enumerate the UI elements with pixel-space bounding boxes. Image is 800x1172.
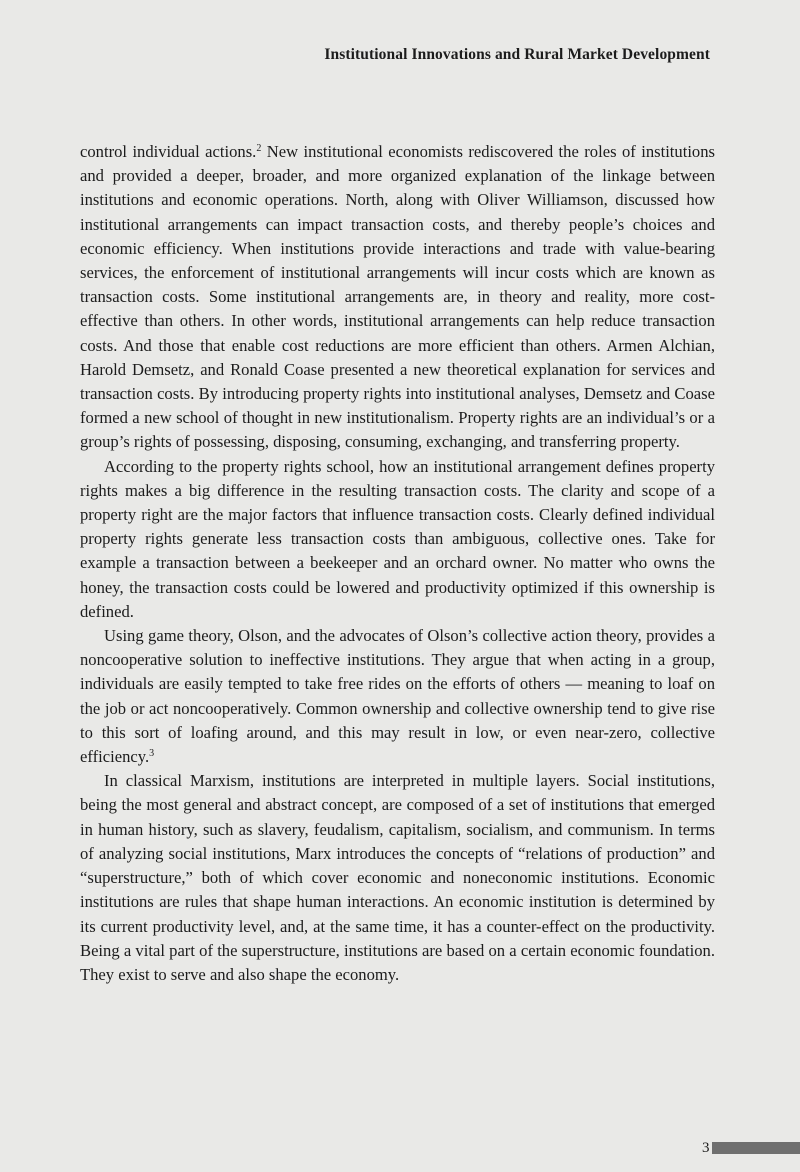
paragraph-3 <box>80 624 715 769</box>
paragraph-4: In classical Marxism, institutions are interpreted in multiple layers. Social institutions, being the most general and abstract concept, are composed of a set of institutions that emerged in human history, such as slavery, feudalism, capitalism, socialism, and communism. In terms of analyzing social institutions, Marx introduces the concepts of “relations of production” and “superstructure,” both of which cover economic and noneconomic institutions. Economic institutions are rules that shape human interactions. An economic institution is determined by its current productivity level, and, at the same time, it has a counter-effect on the productivity. Being a vital part of the superstructure, institutions are based on a certain economic foundation. They exist to serve and also shape the economy. <box>80 771 715 984</box>
body-text <box>80 140 715 987</box>
running-header: Institutional Innovations and Rural Market Development <box>324 46 710 63</box>
paragraph-2: According to the property rights school, how an institutional arrangement defines property rights makes a big difference in the resulting transaction costs. The clarity and scope of a property right are the major factors that influence transaction costs. Clearly defined individual property rights generate less transaction costs than ambiguous, collective ones. Take for example a transaction between a beekeeper and an orchard owner. No matter who owns the honey, the transaction costs could be lowered and productivity optimized if this ownership is defined. <box>80 456 715 621</box>
paragraph-3-text: Using game theory, Olson, and the advocates of Olson’s collective action theory, provides a noncooperative solution to ineffective institutions. They argue that when acting in a group, individuals are easily tempted to take free rides on the efforts of others — meaning to loaf on the job or act noncooperatively. Common ownership and collective ownership tend to give rise to this sort of loafing around, and this may result in low, or even near-zero, collective efficiency. <box>80 626 715 767</box>
paragraph-1-rest: New institutional economists rediscovered the roles of institutions and provided a deeper, broader, and more organized explanation of the linkage between institutions and economic operations. North, along with Oliver Williamson, discussed how institutional arrangements can impact transaction costs, and thereby people’s choices and economic efficiency. When institutions provide interactions and trade with value-bearing services, the enforcement of institutional arrangements will incur costs which are known as transaction costs. Some institutional arrangements are, in theory and reality, more cost-effective than others. In other words, institutional arrangements can help reduce transaction costs. And those that enable cost reductions are more efficient than others. Armen Alchian, Harold Demsetz, and Ronald Coase presented a new theoretical explanation for services and transaction costs. By introducing property rights into institutional analyses, Demsetz and Coase formed a new school of thought in new institutionalism. Property rights are an individual’s or a group’s rights of possessing, disposing, consuming, exchanging, and transferring property. <box>80 142 715 452</box>
footer-bar <box>712 1142 800 1154</box>
page-number: 3 <box>702 1140 710 1156</box>
footnote-ref-3[interactable]: 3 <box>149 748 155 760</box>
footnote-ref-2[interactable]: 2 <box>256 143 262 154</box>
paragraph-1-lead: control individual actions. <box>80 142 257 161</box>
paragraph-1 <box>80 140 715 455</box>
